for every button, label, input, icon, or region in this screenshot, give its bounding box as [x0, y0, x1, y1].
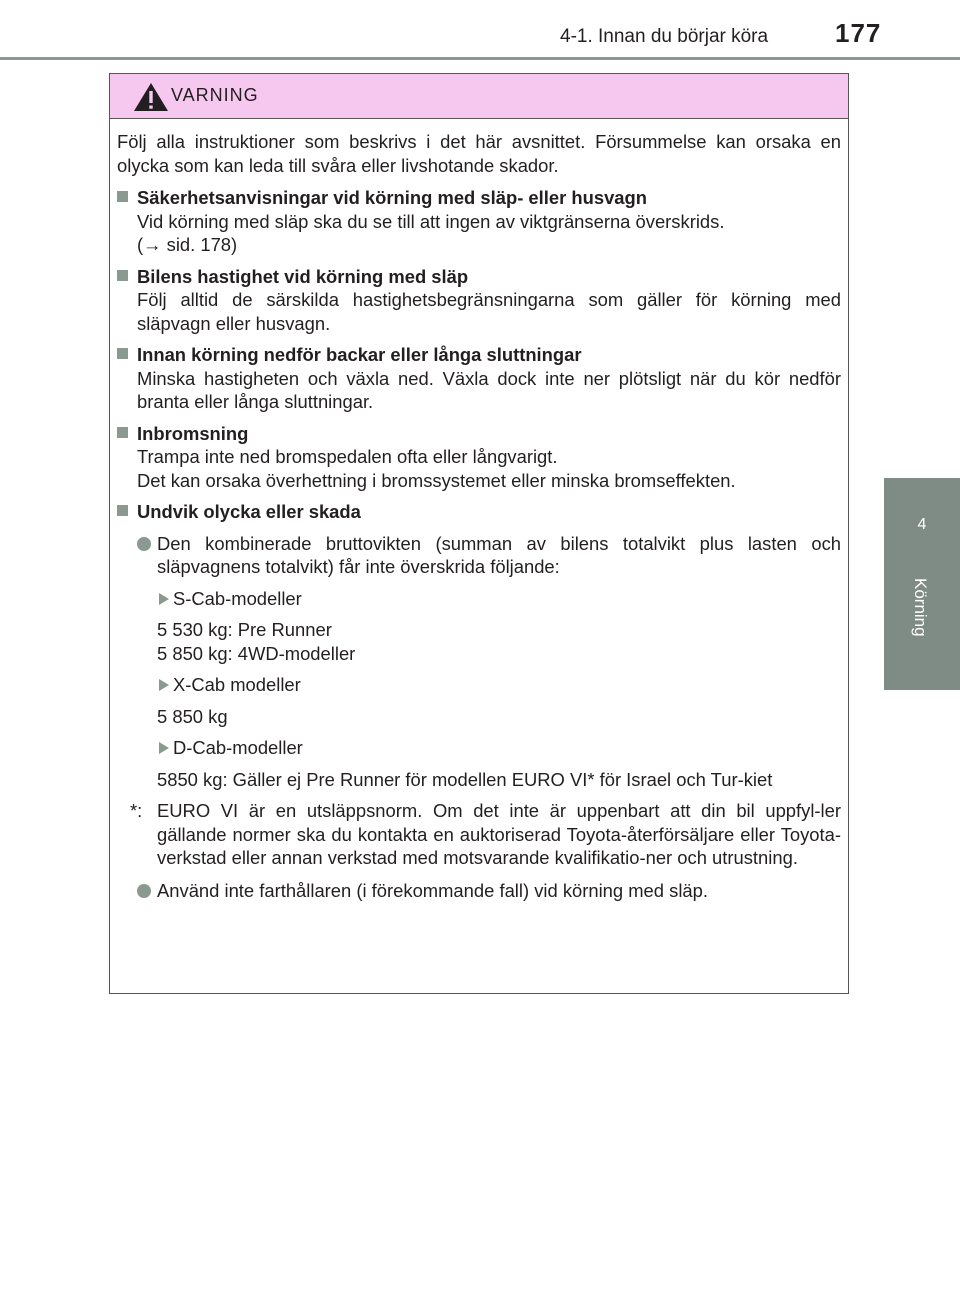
- chapter-tab[interactable]: [884, 478, 960, 690]
- warning-triangle-icon: [133, 82, 169, 112]
- model-values: 5 850 kg: [157, 705, 228, 727]
- triangle-bullet-icon: [159, 679, 169, 691]
- warning-content: [117, 130, 841, 910]
- page-number: 177: [835, 18, 882, 48]
- warning-box: [109, 73, 849, 994]
- triangle-bullet-icon: [159, 593, 169, 605]
- square-bullet-icon: [117, 270, 128, 281]
- section-heading: Inbromsning: [117, 422, 841, 446]
- header-section-title: 4-1. Innan du börjar köra: [560, 26, 769, 47]
- section-heading: Innan körning nedför backar eller långa sluttningar: [117, 343, 841, 367]
- section-text: Minska hastigheten och växla ned. Växla dock inte ner plötsligt när du kör nedför branta eller långa sluttningar.: [137, 367, 841, 412]
- model-values: 5850 kg: Gäller ej Pre Runner för modellen EURO VI* för Israel och Tur-kiet: [157, 768, 773, 790]
- square-bullet-icon: [117, 427, 128, 438]
- square-bullet-icon: [117, 505, 128, 516]
- chapter-tab-label: Körning: [911, 578, 930, 637]
- list-item: Använd inte farthållaren (i förekommande fall) vid körning med släp.: [117, 879, 841, 903]
- section-text: Trampa inte ned bromspedalen ofta eller långvarigt. Det kan orsaka överhettning i bromssystemet eller minska bromseffekten.: [137, 446, 736, 491]
- page-reference[interactable]: (→ sid. 178): [137, 234, 238, 255]
- model-item: S-Cab-modeller: [117, 587, 841, 611]
- model-item: D-Cab-modeller: [117, 736, 841, 760]
- square-bullet-icon: [117, 191, 128, 202]
- header-rule: [0, 57, 960, 60]
- section-text: Vid körning med släp ska du se till att ingen av viktgränserna överskrids. (→ sid. 178): [117, 210, 841, 257]
- square-bullet-icon: [117, 348, 128, 359]
- warning-title: VARNING: [171, 85, 259, 105]
- circle-bullet-icon: [137, 537, 151, 551]
- chapter-tab-number: 4: [917, 516, 927, 533]
- model-item: X-Cab modeller: [117, 673, 841, 697]
- warning-intro: Följ alla instruktioner som beskrivs i det här avsnittet. Försummelse kan orsaka en olycka som kan leda till svåra eller livshotande skador.: [117, 131, 841, 176]
- triangle-bullet-icon: [159, 742, 169, 754]
- list-item: Den kombinerade bruttovikten (summan av bilens totalvikt plus lasten och släpvagnens totalvikt) får inte överskrida följande:: [117, 532, 841, 579]
- footnote: *: EURO VI är en utsläppsnorm. Om det inte är uppenbart att din bil uppfyl-ler gällande normer ska du kontakta en auktoriserad Toyota-återförsäljare eller Toyota-verkstad eller annan verkstad med motsvarande kvalifikatio-ner och utrustning.: [130, 800, 841, 868]
- section-text: Följ alltid de särskilda hastighetsbegränsningarna som gäller för körning med släpvagn eller husvagn.: [137, 289, 841, 334]
- section-heading: Bilens hastighet vid körning med släp: [117, 265, 841, 289]
- warning-header: [110, 74, 848, 119]
- section-heading: Säkerhetsanvisningar vid körning med släp- eller husvagn: [117, 186, 841, 210]
- footnote-mark: *:: [130, 800, 143, 821]
- section-heading: Undvik olycka eller skada: [117, 500, 841, 524]
- model-values: 5 530 kg: Pre Runner 5 850 kg: 4WD-modeller: [157, 619, 356, 664]
- circle-bullet-icon: [137, 884, 151, 898]
